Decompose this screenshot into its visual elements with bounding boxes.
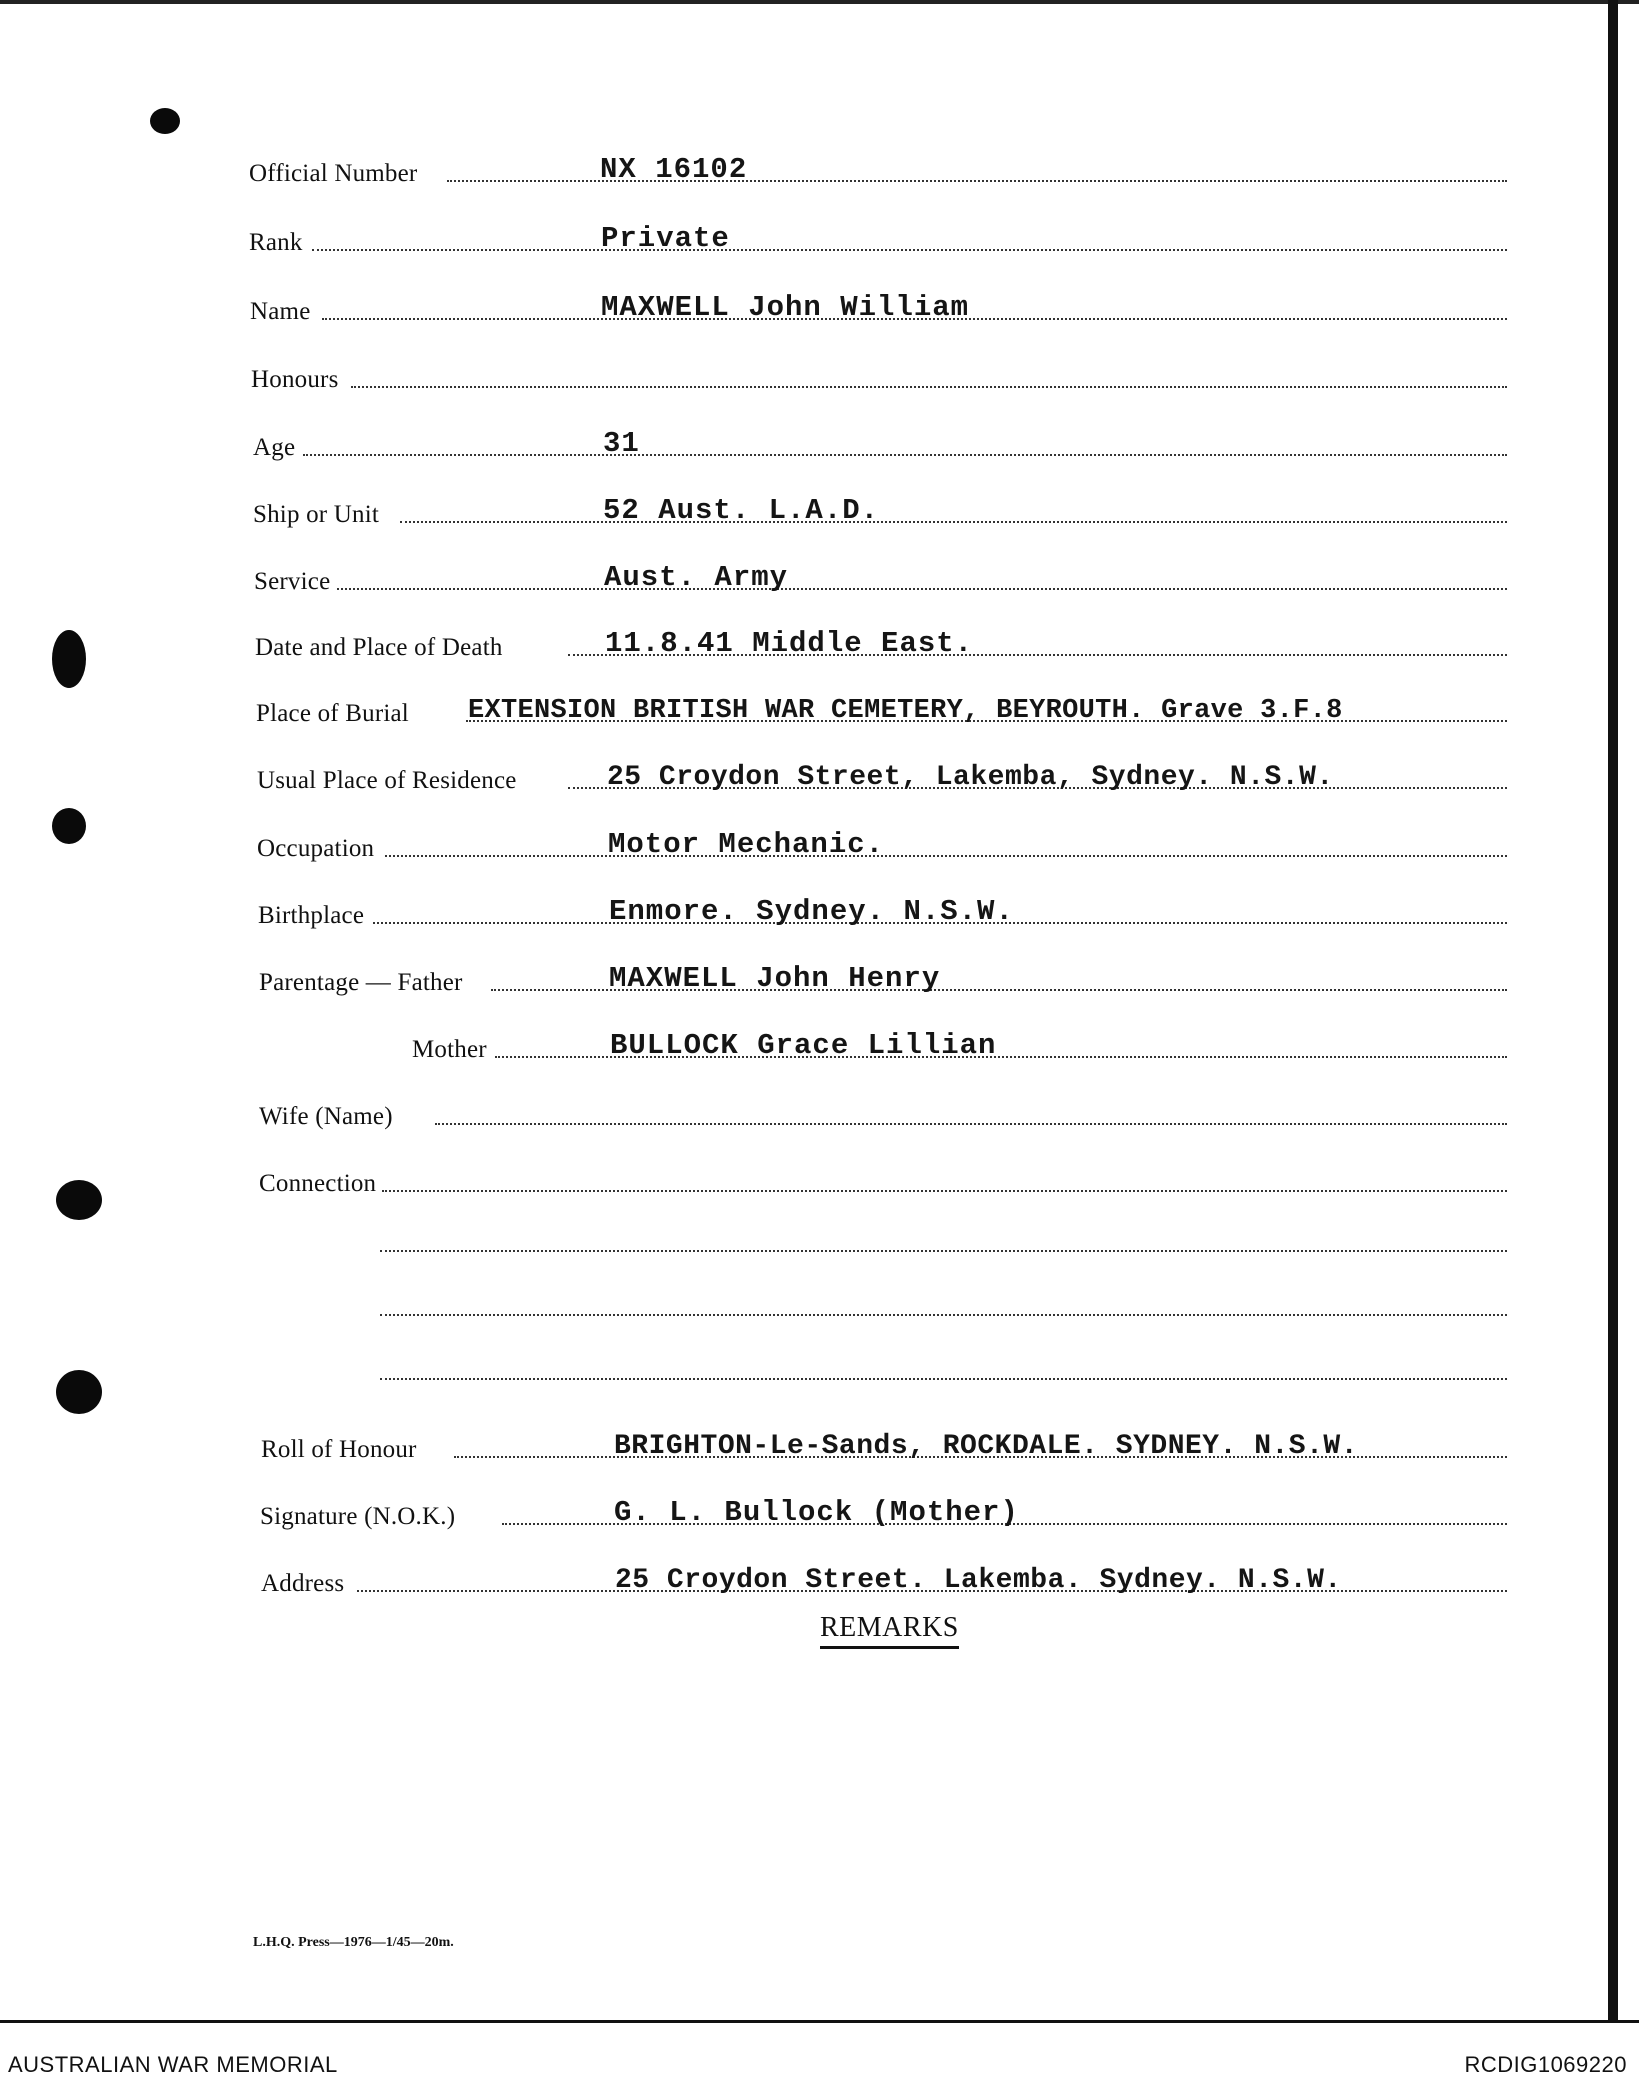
field-wife-name xyxy=(0,1091,1639,1131)
dotted-line xyxy=(337,588,1507,590)
printer-imprint: L.H.Q. Press—1976—1/45—20m. xyxy=(253,1935,454,1950)
dotted-line xyxy=(385,855,1507,857)
field-label: Name xyxy=(250,298,311,325)
field-connection xyxy=(0,1158,1639,1198)
field-roll-of-honour xyxy=(0,1424,1639,1464)
field-father xyxy=(0,957,1639,997)
field-label: Birthplace xyxy=(258,902,365,929)
connection-blank-line xyxy=(0,1346,1639,1386)
field-label: Date and Place of Death xyxy=(255,634,503,661)
remarks-heading: REMARKS xyxy=(820,1612,959,1649)
field-official-number xyxy=(0,148,1639,188)
field-mother xyxy=(0,1024,1639,1064)
field-honours xyxy=(0,354,1639,394)
field-label: Place of Burial xyxy=(256,700,409,727)
field-value: MAXWELL John Henry xyxy=(609,962,941,995)
page-top-edge xyxy=(0,0,1639,4)
field-signature-nok xyxy=(0,1491,1639,1531)
field-service xyxy=(0,556,1639,596)
field-value: 25 Croydon Street, Lakemba, Sydney. N.S.W. xyxy=(607,762,1334,793)
field-label: Rank xyxy=(249,229,303,256)
field-label: Parentage — Father xyxy=(259,969,463,996)
field-name xyxy=(0,286,1639,326)
field-value: 11.8.41 Middle East. xyxy=(605,627,974,660)
field-occupation xyxy=(0,823,1639,863)
field-value: Motor Mechanic. xyxy=(608,828,885,861)
field-label: Honours xyxy=(251,366,339,393)
field-label: Official Number xyxy=(249,160,418,187)
field-value: Enmore. Sydney. N.S.W. xyxy=(609,895,1014,928)
field-value: NX 16102 xyxy=(600,153,748,186)
dotted-line xyxy=(380,1378,1507,1380)
dotted-line xyxy=(382,1190,1507,1192)
field-label: Occupation xyxy=(257,835,375,862)
field-place-of-burial xyxy=(0,688,1639,728)
field-label: Mother xyxy=(412,1036,487,1063)
field-value: BRIGHTON-Le-Sands, ROCKDALE. SYDNEY. N.S.W. xyxy=(614,1431,1359,1462)
field-value: Private xyxy=(601,222,730,255)
field-label: Roll of Honour xyxy=(261,1436,417,1463)
dotted-line xyxy=(303,454,1507,456)
field-birthplace xyxy=(0,890,1639,930)
field-value: 25 Croydon Street. Lakemba. Sydney. N.S.W. xyxy=(615,1565,1342,1596)
field-rank xyxy=(0,217,1639,257)
dotted-line xyxy=(400,521,1507,523)
footer-record-id: RCDIG1069220 xyxy=(1464,2052,1627,2077)
dotted-line xyxy=(312,249,1507,251)
connection-blank-line xyxy=(0,1282,1639,1322)
field-label: Signature (N.O.K.) xyxy=(260,1503,456,1530)
field-label: Connection xyxy=(259,1170,377,1197)
field-value: G. L. Bullock (Mother) xyxy=(614,1496,1019,1529)
field-label: Address xyxy=(261,1570,345,1597)
field-value: 31 xyxy=(603,427,640,460)
dotted-line xyxy=(380,1250,1507,1252)
field-value: EXTENSION BRITISH WAR CEMETERY, BEYROUTH. Grave 3.F.8 xyxy=(468,696,1343,726)
field-label: Service xyxy=(254,568,331,595)
field-date-place-of-death xyxy=(0,622,1639,662)
field-address xyxy=(0,1558,1639,1598)
page-bottom-edge xyxy=(0,2020,1639,2023)
field-value: BULLOCK Grace Lillian xyxy=(610,1029,997,1062)
dotted-line xyxy=(435,1123,1507,1125)
connection-blank-line xyxy=(0,1218,1639,1258)
field-value: Aust. Army xyxy=(604,561,789,594)
field-usual-place-of-residence xyxy=(0,755,1639,795)
field-label: Wife (Name) xyxy=(259,1103,393,1130)
footer-archive-name: AUSTRALIAN WAR MEMORIAL xyxy=(8,2052,338,2077)
field-label: Age xyxy=(253,434,296,461)
field-label: Usual Place of Residence xyxy=(257,767,517,794)
field-age xyxy=(0,422,1639,462)
field-value: MAXWELL John William xyxy=(601,291,970,324)
field-ship-or-unit xyxy=(0,489,1639,529)
dotted-line xyxy=(380,1314,1507,1316)
dotted-line xyxy=(351,386,1507,388)
binding-mark-icon xyxy=(150,108,180,134)
field-label: Ship or Unit xyxy=(253,501,380,528)
field-value: 52 Aust. L.A.D. xyxy=(603,494,880,527)
